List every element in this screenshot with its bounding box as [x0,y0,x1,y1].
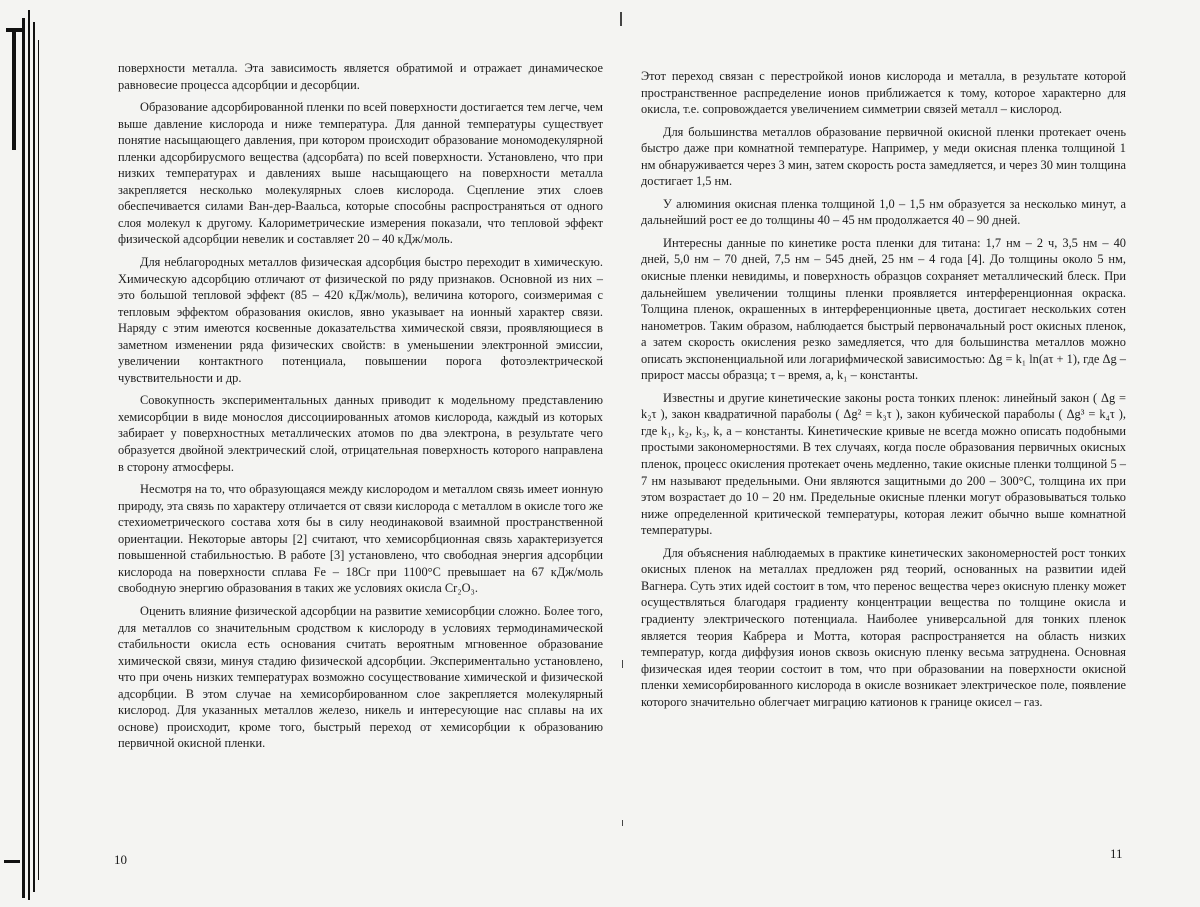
paragraph: Этот переход связан с перестройкой ионов кислорода и металла, в результате которой пространственное распределение ионов приближается к тому, которое характерно для окисла, т.е. сопровождается увеличением симметрии связей металл – кислород. [641,69,1126,117]
paragraph: Несмотря на то, что образующаяся между кислородом и металлом связь имеет ионную природу, эта связь по характеру отличается от связи кислорода с металлом в окисле того же стехиометрического состава хотя бы в силу неодинаковой взаимной пространственной ориентации. Некоторые авторы [2] считают, что хемисорбционная связь характеризуется повышенной стабильностью. В работе [3] установлено, что свободная энергия адсорбции кислорода на поверхности сплава Fe – 18Cr при 1100°C превышает на 67 кДж/моль свободную энергию образования в таких же условиях окисла Cr₂O₃. [118,482,603,596]
paragraph: Известны и другие кинетические законы роста тонких пленок: линейный закон ( Δg = k₂τ ), закон квадратичной параболы ( Δg² = k₃τ ), закон кубической параболы ( Δg³ = k₄τ ), где k₁, k₂, k₃, k, a – константы. Кинетические кривые не всегда можно описать подобными простыми закономерностями. В тех случаях, когда после образования первичных окисных пленок, процесс окисления протекает очень медленно, такие окисные пленки толщиной 5 – 7 нм называют предельными. Они являются защитными до 200 – 300°C, толщина их при этом возрастает до 10 – 20 нм. Предельные окисные пленки могут образовываться только ниже определенной критической температуры, которая лежит обычно выше комнатной температуры. [641,390,1126,538]
book-binding-edge [0,0,42,907]
paragraph: Оценить влияние физической адсорбции на развитие хемисорбции сложно. Более того, для металлов со значительным сродством к кислороду в условиях термодинамической стабильности окисла есть основания считать вероятным мгновенное образование химической связи, минуя стадию физической адсорбции. Экспериментально установлено, что при очень низких температурах возможно сосуществование химической и физической адсорбции. В этом случае на хемисорбированном слое закрепляется молекулярный кислород. Для указанных металлов железо, никель и интересующие нас сплавы на их основе) происходит, кроме того, быстрый переход от хемисорбции к образованию первичной окисной пленки. [118,603,603,751]
page-number-right: 11 [1110,846,1123,861]
right-page-text [641,68,1126,716]
paragraph: Интересны данные по кинетике роста пленки для титана: 1,7 нм – 2 ч, 3,5 нм – 40 дней, 5,0 нм – 70 дней, 7,5 нм – 545 дней, 25 нм – 4 года [4]. До толщины около 5 нм, окисные пленки невидимы, и поверхность образцов сохраняет металлический блеск. При дальнейшем увеличении толщины пленки проявляется интерференционная окраска. Толщина пленок, окрашенных в интерференционные цвета, достигает нескольких сотен нанометров. Таким образом, наблюдается быстрый первоначальный рост окисных пленок, а затем скорость окисления резко замедляется, что для большинства металлов можно описать экспоненциальной или логарифмической зависимостью: Δg = k₁ ln(aτ + 1), где Δg – прирост массы образца; τ – время, a, k₁ – константы. [641,235,1126,383]
paragraph: Для объяснения наблюдаемых в практике кинетических закономерностей рост тонких окисных пленок на металлах предложен ряд теорий, основанных на развитии идей Вагнера. Суть этих идей состоит в том, что перенос вещества через окисную пленку может осуществляться благодаря градиенту концентрации вещества по толщине окисла и градиенту электрического потенциала. Наиболее универсальной для тонких пленок является теория Кабрера и Мотта, которая распространяется на область низких температур, когда диффузия ионов сквозь окисную пленку весьма затруднена. Основная физическая идея теории состоит в том, что при образовании на поверхности окисной пленки хемисорбированного кислорода в окисле возникает электрическое поле, появление которого значительно облегчает миграцию катионов к границе окисел – газ. [641,545,1126,709]
paragraph: Для большинства металлов образование первичной окисной пленки протекает очень быстро даже при комнатной температуре. Например, у меди окисная пленка толщиной 1 нм обнаруживается через 3 мин, затем скорость роста замедляется, и через 30 мин толщина достигает 1,5 нм. [641,124,1126,189]
left-page-text [118,60,603,758]
paragraph: поверхности металла. Эта зависимость является обратимой и отражает динамическое равновесие процесса адсорбции и десорбции. [118,61,603,92]
paragraph: У алюминия окисная пленка толщиной 1,0 – 1,5 нм образуется за несколько минут, а дальнейший рост ее до толщины 40 – 45 нм продолжается 40 – 90 дней. [641,196,1126,228]
paragraph: Образование адсорбированной пленки по всей поверхности достигается тем легче, чем выше давление кислорода и ниже температура. Для данной температуры существует понятие насыщающего давления, при котором происходит образование мономодекулярной пленки адсорбирусмого вещества (адсорбата) по всей поверхности. Установлено, что при низких температурах и давлениях выше насыщающего на поверхности металла закрепляется несколько молекулярных слоев кислорода. Сцепление этих слоев обеспечивается силами Ван-дер-Ваальса, которые способны распространяться от одного слоя молекул к другому. Калориметрические измерения показали, что тепловой эффект физической адсорбции невелик и составляет 20 – 40 кДж/моль. [118,100,603,247]
page-number-left: 10 [114,852,127,867]
page-gutter [616,0,628,907]
paragraph: Для неблагородных металлов физическая адсорбция быстро переходит в химическую. Химическую адсорбцию отличают от физической по ряду признаков. Основной из них – это большой тепловой эффект (85 – 420 кДж/моль), величина которого, соизмеримая с тепловым эффектом образования окислов, явно указывает на ионный характер связи. Наряду с этим имеются косвенные доказательства химической связи, проявляющиеся в заметном изменении ряда физических свойств: в уменьшении электронной эмиссии, увеличении контактного потенциала, повышении порога фотоэлектрической чувствительности и др. [118,255,603,385]
paragraph: Совокупность экспериментальных данных приводит к модельному представлению хемисорбции в виде монослоя диссоциированных атомов кислорода, каждый из которых забирает у поверхностных металлических атомов по два электрона, в результате чего образуется двойной электрический слой, отрицательная поверхность которого направлена в сторону атмосферы. [118,393,603,474]
